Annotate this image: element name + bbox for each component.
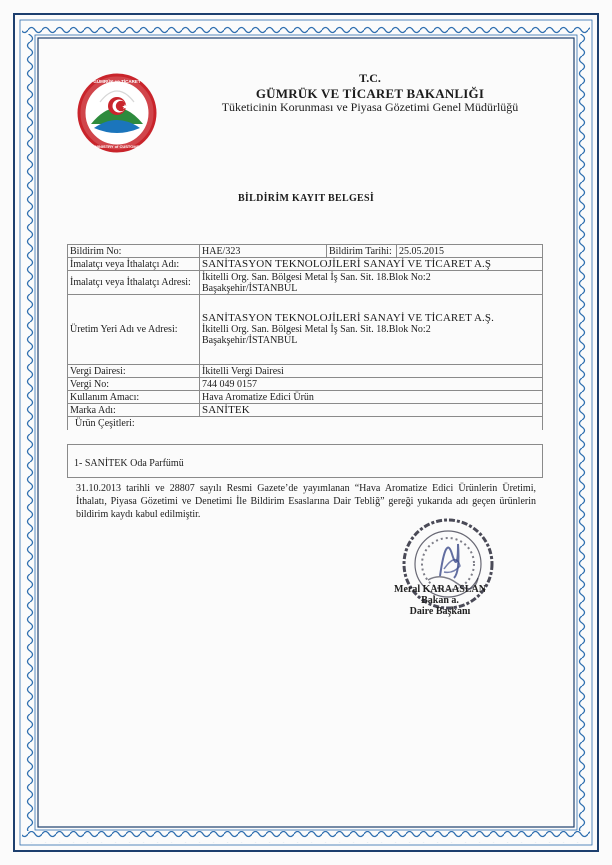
urun-cesitleri-label: Ürün Çeşitleri: [68,417,543,430]
vergi-no-label: Vergi No: [68,378,200,391]
header-directorate: Tüketicinin Korunması ve Piyasa Gözetimi Genel Müdürlüğü [221,100,519,114]
approval-statement: 31.10.2013 tarihli ve 28807 sayılı Resmi Gazete’de yayımlanan “Hava Aromatize Edici Ürünlerin Üretimi, İthalatı, Piyasa Gözetimi ve Denetimi İle Bildirim Esaslarına Dair Tebliğ” gereği yukarıda adı geçen ürünlerin bildirim kaydı kabul edilmiştir. [76,483,536,520]
header-tc: T.C. [359,71,381,85]
address-line: İkitelli Org. San. Bölgesi Metal İş San. Sit. 18.Blok No:2 [202,324,431,335]
table-row [68,391,543,404]
table-row [68,365,543,378]
imalatci-adi-value: SANİTASYON TEKNOLOJİLERİ SANAYİ VE TİCARET A.Ş [200,258,543,271]
signatory-title: Bakan a. [421,595,459,606]
list-item: 1- SANİTEK Oda Parfümü [74,458,184,469]
signatory-position: Daire Başkanı [409,606,471,617]
imalatci-adresi-value [200,271,543,295]
imalatci-adresi-label: İmalatçı veya İthalatçı Adresi: [68,271,200,295]
table-row [68,404,543,417]
bildirim-no-label: Bildirim No: [68,245,200,258]
svg-text:GÜMRÜK ve TİCARET: GÜMRÜK ve TİCARET [93,79,141,84]
table-row [68,245,543,258]
vergi-no-value: 744 049 0157 [200,378,543,391]
bildirim-tarihi-label: Bildirim Tarihi: [327,245,397,258]
products-list [67,444,543,478]
kullanim-amaci-label: Kullanım Amacı: [68,391,200,404]
signature-block [380,584,500,617]
ministry-logo [76,72,158,154]
table-row [68,417,543,430]
header-ministry: GÜMRÜK VE TİCARET BAKANLIĞI [255,86,485,101]
svg-text:MINISTRY of CUSTOMS: MINISTRY of CUSTOMS [94,144,140,149]
signatory-name: Meral KARAASLAN [394,584,486,595]
table-row [68,295,543,365]
imalatci-adi-label: İmalatçı veya İthalatçı Adı: [68,258,200,271]
bildirim-tarihi-value: 25.05.2015 [397,245,543,258]
vergi-dairesi-label: Vergi Dairesi: [68,365,200,378]
document-title: BİLDİRİM KAYIT BELGESİ [237,193,375,204]
bildirim-no-value: HAE/323 [200,245,327,258]
marka-adi-value: SANİTEK [200,404,543,417]
table-row [68,258,543,271]
kullanim-amaci-value: Hava Aromatize Edici Ürün [200,391,543,404]
registration-table [67,244,543,430]
table-row [68,271,543,295]
marka-adi-label: Marka Adı: [68,404,200,417]
address-line: İkitelli Org. San. Bölgesi Metal İş San. Sit. 18.Blok No:2 [202,271,431,283]
uretim-yeri-value [200,295,543,365]
address-line: Başakşehir/İSTANBUL [202,282,298,294]
address-line: SANİTASYON TEKNOLOJİLERİ SANAYİ VE TİCARET A.Ş. [202,312,494,324]
vergi-dairesi-value: İkitelli Vergi Dairesi [200,365,543,378]
uretim-yeri-label: Üretim Yeri Adı ve Adresi: [68,295,200,365]
table-row [68,378,543,391]
address-line: Başakşehir/İSTANBUL [202,335,298,346]
